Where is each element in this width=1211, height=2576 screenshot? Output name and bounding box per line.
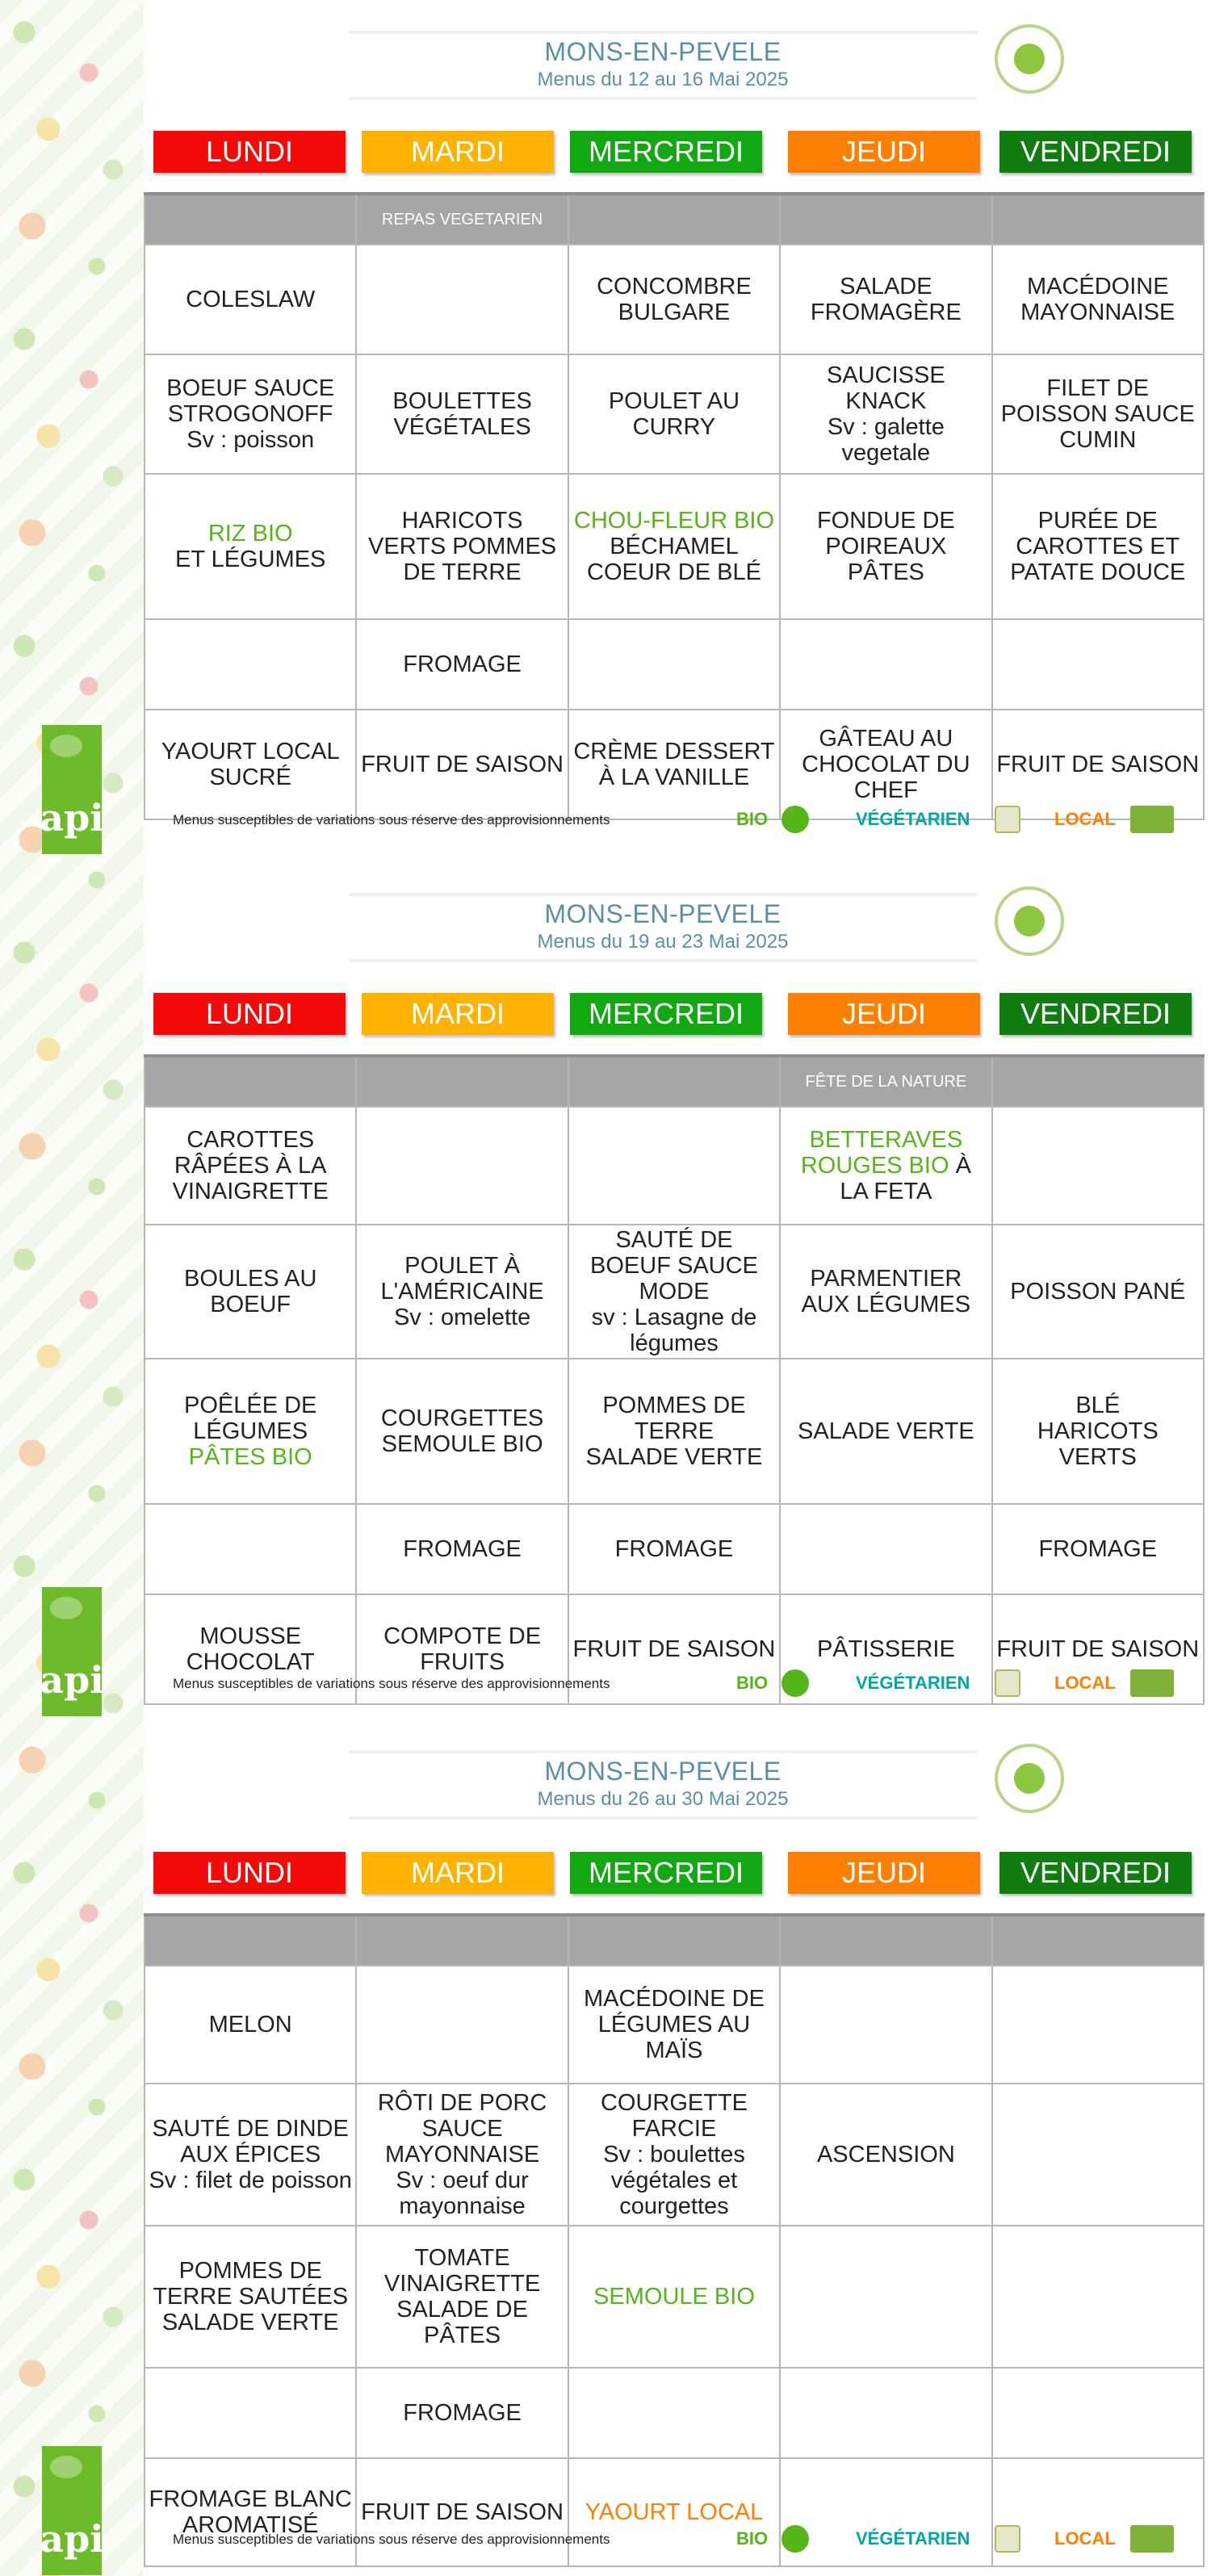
legend-bio-label: BIO [736,809,769,829]
menu-header-cell: FÊTE DE LA NATURE [780,1056,991,1107]
dish-text: POISSON PANÉ [1010,1279,1186,1305]
menu-cell-lundi [145,619,356,710]
menu-cell-mardi [356,1225,568,1359]
produit-local-badge-icon [995,1744,1064,1813]
menu-table [144,1913,1205,2567]
bio-item-text: SEMOULE BIO [593,2284,755,2310]
menu-cell-mardi [356,354,568,474]
dish-text: Sv : oeuf dur mayonnaise [396,2168,529,2219]
dish-text: TOMATE VINAIGRETTE SALADE DE PÂTES [383,2245,541,2348]
menu-header-cell [568,1915,780,1966]
dish-text: SALADE VERTE [585,1444,763,1470]
produit-local-badge-icon [995,886,1064,956]
availability-note: Menus susceptibles de variations sous réserve des approvisionnements [173,2532,610,2547]
vegetarien-icon [995,806,1020,833]
menu-cell-jeudi [780,474,991,619]
legend-bio-label: BIO [736,1673,769,1693]
dish-text: POMMES DE TERRE [602,1393,746,1444]
availability-note: Menus susceptibles de variations sous réserve des approvisionnements [173,1676,610,1691]
legend-vegetarien-label: VÉGÉTARIEN [856,1673,970,1693]
menu-cell-jeudi [780,2084,991,2226]
menu-header-cell [356,1915,568,1966]
menu-header-cell [145,194,356,245]
dish-text: POÊLÉE DE LÉGUMES [183,1393,317,1444]
menu-cell-mercredi [568,1107,780,1225]
dish-text: ET LÉGUMES [174,547,326,572]
menu-cell-lundi [145,2368,356,2458]
dish-text: HARICOTS VERTS [1037,1418,1159,1470]
menu-header-cell [145,1915,356,1966]
week-footer [173,2522,1198,2557]
menu-cell-mardi [356,1504,568,1594]
dish-text: HARICOTS VERTS POMMES DE TERRE [368,508,557,585]
menu-cell-lundi [145,1107,356,1225]
menu-cell-mardi [356,619,568,710]
dish-text: PÂTISSERIE [816,1636,955,1662]
menu-header-cell [992,194,1204,245]
week-title-box [349,1750,977,1820]
menu-cell-mercredi [568,2368,780,2458]
apple-icon [1014,1763,1045,1794]
menu-cell-mercredi [568,1966,780,2084]
menu-cell-lundi [145,1504,356,1594]
menu-row-fromage [145,1504,1204,1594]
dish-text: PURÉE DE CAROTTES ET PATATE DOUCE [1010,508,1186,585]
day-header-mercredi: MERCREDI [570,1852,762,1894]
dish-text: ASCENSION [816,2142,955,2168]
menu-cell-vendredi [992,619,1204,710]
dish-text: BOULETTES VÉGÉTALES [392,388,532,440]
bio-icon [781,1669,809,1697]
menu-row-accompagnement [145,2226,1204,2368]
availability-note: Menus susceptibles de variations sous réserve des approvisionnements [173,812,610,827]
menu-cell-mercredi [568,1504,780,1594]
menu-cell-lundi [145,1225,356,1359]
api-logo: api [42,725,102,854]
menu-header-cell [992,1056,1204,1107]
dish-text: FROMAGE [614,1536,734,1562]
dish-text: FONDUE DE POIREAUX PÂTES [816,508,955,585]
dish-text: À LA FETA [840,1153,971,1204]
menu-header-cell [356,1056,568,1107]
menu-cell-lundi [145,474,356,619]
menu-cell-vendredi [992,245,1204,354]
menu-header-cell [145,1056,356,1107]
menu-row-plat [145,354,1204,474]
dish-text: SAUTÉ DE DINDE AUX ÉPICES [152,2116,349,2168]
dish-text: FRUIT DE SAISON [996,752,1200,777]
dish-text: FROMAGE [1038,1536,1158,1562]
decorative-vegetable-strip [0,0,144,2576]
produit-local-icon [1130,806,1174,833]
menu-cell-mardi [356,474,568,619]
menu-cell-mardi [356,245,568,354]
day-header-lundi: LUNDI [153,993,346,1035]
menu-cell-jeudi [780,2226,991,2368]
menu-header-row [145,1056,1204,1107]
apple-icon [1014,906,1045,936]
dish-text: SAUCISSE KNACK [827,362,945,414]
menu-header-cell [780,194,991,245]
menu-cell-lundi [145,2084,356,2226]
menu-cell-vendredi [992,2368,1204,2458]
bio-icon [781,2525,809,2553]
menu-cell-lundi [145,1359,356,1504]
vegetarien-icon [995,2525,1020,2553]
menu-cell-mardi [356,1359,568,1504]
dish-text: BOEUF SAUCE STROGONOFF [166,375,335,427]
menu-cell-mercredi [568,2084,780,2226]
menu-cell-jeudi [780,354,991,474]
dish-text: FRUIT DE SAISON [361,2499,564,2525]
menu-row-fromage [145,619,1204,710]
dish-text: CONCOMBRE BULGARE [597,274,752,325]
dish-text: RÔTI DE PORC SAUCE MAYONNAISE [377,2090,547,2168]
dish-text: sv : Lasagne de légumes [591,1305,757,1356]
day-header-lundi: LUNDI [153,1852,346,1894]
menu-cell-jeudi [780,245,991,354]
dish-text: FROMAGE [403,2400,522,2426]
menu-row-accompagnement [145,1359,1204,1504]
menu-cell-lundi [145,354,356,474]
menu-cell-vendredi [992,2084,1204,2226]
day-header-lundi: LUNDI [153,131,346,173]
day-header-vendredi: VENDREDI [999,993,1192,1035]
bio-item-text: PÂTES BIO [188,1444,312,1470]
api-logo: api [42,2446,102,2575]
produit-local-badge-icon [995,24,1064,94]
menu-row-fromage [145,2368,1204,2458]
dish-text: FROMAGE [403,1536,522,1562]
dish-text: COLESLAW [186,287,316,312]
day-header-mardi: MARDI [362,1852,554,1894]
legend-bio-label: BIO [736,2528,769,2549]
dish-text: CAROTTES RÂPÉES À LA VINAIGRETTE [172,1127,329,1204]
produit-local-icon [1130,1669,1174,1697]
menu-header-row [145,194,1204,245]
menu-header-cell [992,1915,1204,1966]
menu-row-accompagnement [145,474,1204,619]
menu-cell-vendredi [992,2226,1204,2368]
dish-text: POULET AU CURRY [608,388,740,440]
menu-header-cell: REPAS VEGETARIEN [356,194,568,245]
dish-text: SALADE VERTE [798,1418,974,1444]
dish-text: COMPOTE DE FRUITS [383,1623,542,1675]
dish-text: Sv : galette vegetale [827,414,945,466]
dish-text: FRUIT DE SAISON [361,752,564,777]
menu-row-plat [145,1225,1204,1359]
bio-icon [781,806,809,833]
menu-cell-mardi [356,1966,568,2084]
dish-text: COURGETTES SEMOULE BIO [380,1405,544,1457]
legend-local-label: LOCAL [1054,2528,1116,2549]
legend-vegetarien-label: VÉGÉTARIEN [856,2528,970,2549]
menu-cell-mercredi [568,1359,780,1504]
menu-row-entree [145,1966,1204,2084]
menu-cell-vendredi [992,354,1204,474]
menu-header-cell [780,1915,991,1966]
week-title-box [349,893,977,962]
menu-cell-lundi [145,1966,356,2084]
legend-local-label: LOCAL [1054,1673,1116,1693]
week-title-box [349,31,977,100]
day-header-vendredi: VENDREDI [999,131,1192,173]
dish-text: BÉCHAMEL COEUR DE BLÉ [587,534,761,585]
menu-cell-vendredi [992,1107,1204,1225]
dish-text: FILET DE POISSON SAUCE CUMIN [1000,375,1195,453]
dish-text: FRUIT DE SAISON [996,1636,1200,1662]
dish-text: FROMAGE [403,651,522,677]
dish-text: FRUIT DE SAISON [572,1636,776,1662]
day-header-jeudi: JEUDI [788,131,980,173]
menu-cell-lundi [145,2226,356,2368]
day-header-row [152,1852,1193,1897]
dish-text: Sv : filet de poisson [149,2168,352,2193]
dish-text: SALADE FROMAGÈRE [810,274,962,325]
menu-cell-jeudi [780,2368,991,2458]
day-header-mardi: MARDI [362,131,554,173]
menu-cell-vendredi [992,1225,1204,1359]
dish-text: PARMENTIER AUX LÉGUMES [801,1266,971,1317]
day-header-jeudi: JEUDI [788,993,980,1035]
dish-text: MELON [208,2012,292,2038]
bio-item-text: RIZ BIO [207,521,293,547]
menu-cell-mercredi [568,474,780,619]
dish-text: BLÉ [1075,1393,1121,1418]
menu-cell-mardi [356,2226,568,2368]
dish-text: MOUSSE CHOCOLAT [186,1623,315,1675]
menu-cell-mardi [356,1107,568,1225]
week-subtitle: Menus du 12 au 16 Mai 2025 [537,69,789,90]
day-header-mercredi: MERCREDI [570,993,762,1035]
menu-cell-jeudi [780,619,991,710]
menu-cell-vendredi [992,1966,1204,2084]
menu-table [144,192,1205,820]
menu-cell-mardi [356,2368,568,2458]
day-header-vendredi: VENDREDI [999,1852,1192,1894]
menu-header-cell [568,1056,780,1107]
dish-text: GÂTEAU AU CHOCOLAT DU CHEF [802,726,970,803]
menu-cell-lundi [145,245,356,354]
menu-cell-mercredi [568,1225,780,1359]
dish-text: Sv : poisson [186,427,315,453]
day-header-row [152,993,1193,1038]
week-title: MONS-EN-PEVELE [544,1757,781,1786]
menu-row-entree [145,245,1204,354]
menu-cell-mercredi [568,354,780,474]
menu-cell-jeudi [780,1966,991,2084]
menu-cell-jeudi [780,1359,991,1504]
week-footer [173,802,1198,838]
week-title: MONS-EN-PEVELE [544,899,781,928]
dish-text: MACÉDOINE MAYONNAISE [1020,274,1175,325]
menu-cell-mercredi [568,2226,780,2368]
menu-row-entree [145,1107,1204,1225]
day-header-jeudi: JEUDI [788,1852,980,1894]
api-logo: api [42,1587,102,1716]
dish-text: CRÈME DESSERT À LA VANILLE [573,739,775,790]
menu-cell-jeudi [780,1107,991,1225]
dish-text: POULET À L'AMÉRICAINE [380,1253,544,1305]
menu-row-plat [145,2084,1204,2226]
local-item-text: YAOURT LOCAL [585,2499,764,2525]
week-subtitle: Menus du 26 au 30 Mai 2025 [537,1788,789,1810]
day-header-mardi: MARDI [362,993,554,1035]
menu-cell-vendredi [992,474,1204,619]
legend-vegetarien-label: VÉGÉTARIEN [856,809,970,829]
produit-local-icon [1130,2525,1174,2553]
week-subtitle: Menus du 19 au 23 Mai 2025 [537,931,789,953]
menu-cell-mercredi [568,245,780,354]
menu-cell-vendredi [992,1359,1204,1504]
dish-text: BOULES AU BOEUF [183,1266,317,1317]
dish-text: Sv : boulettes végétales et courgettes [603,2142,745,2219]
menu-cell-vendredi [992,1504,1204,1594]
legend-local-label: LOCAL [1054,809,1116,829]
dish-text: SAUTÉ DE BOEUF SAUCE MODE [590,1227,758,1305]
menu-cell-jeudi [780,1225,991,1359]
week-footer [173,1666,1198,1702]
bio-item-text: BETTERAVES ROUGES BIO [800,1127,963,1179]
menu-cell-mardi [356,2084,568,2226]
menu-cell-jeudi [780,1504,991,1594]
dish-text: POMMES DE TERRE SAUTÉES SALADE VERTE [153,2258,349,2335]
dish-text: COURGETTE FARCIE [600,2090,748,2142]
day-header-mercredi: MERCREDI [570,131,762,173]
day-header-row [152,131,1193,176]
dish-text: MACÉDOINE DE LÉGUMES AU MAÏS [583,1986,765,2063]
menu-table [144,1054,1205,1705]
bio-item-text: CHOU-FLEUR BIO [573,508,775,534]
menu-header-row [145,1915,1204,1966]
dish-text: Sv : omelette [393,1305,531,1330]
dish-text: YAOURT LOCAL SUCRÉ [161,739,340,790]
vegetarien-icon [995,1669,1020,1697]
menu-header-cell [568,194,780,245]
apple-icon [1014,44,1045,74]
menu-cell-mercredi [568,619,780,710]
week-title: MONS-EN-PEVELE [544,37,781,66]
dish-text: FROMAGE BLANC AROMATISÉ [149,2486,352,2538]
